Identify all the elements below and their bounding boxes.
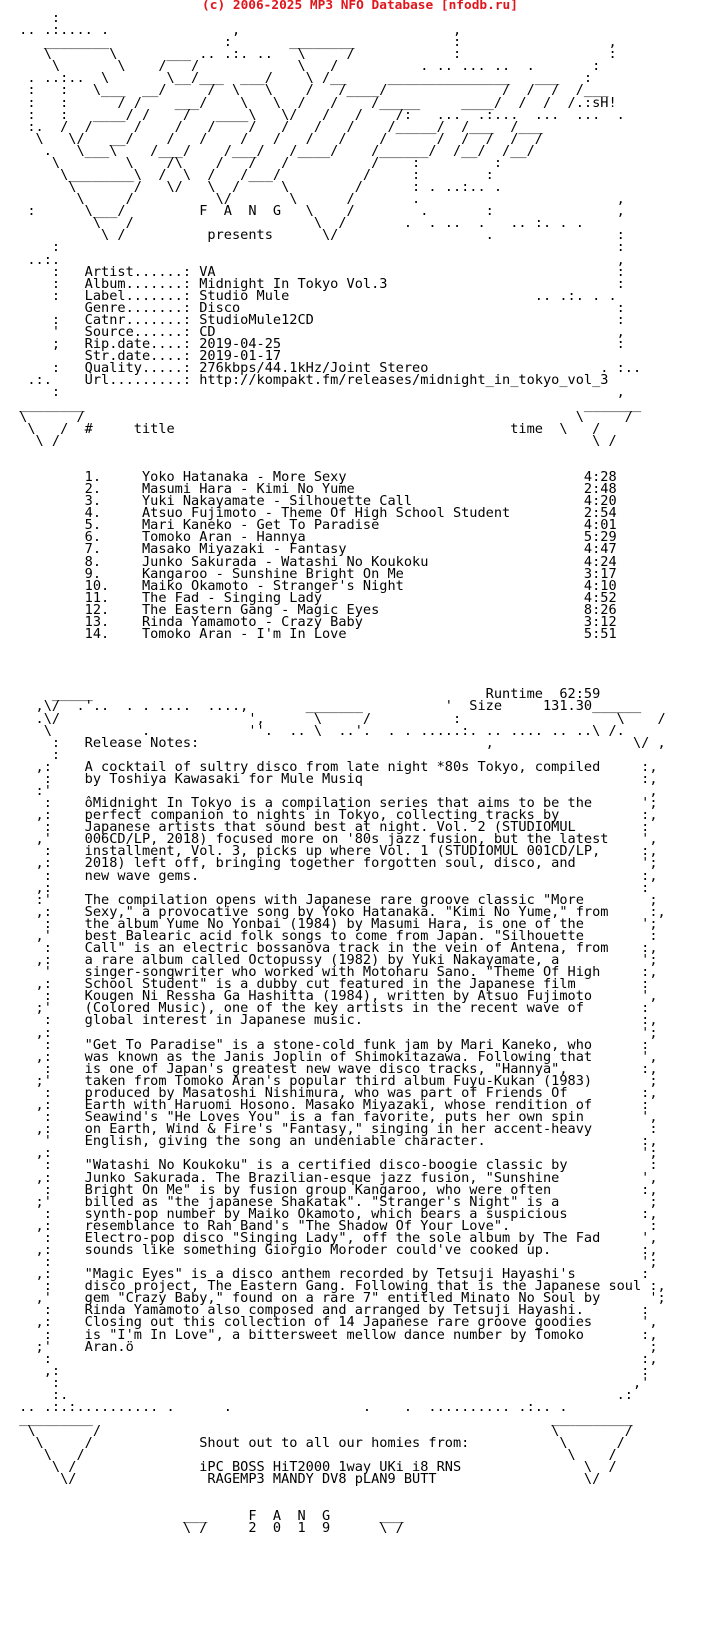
nfo-text: : .. .:.... . , , ________ : ________ : , \ \ ___ .. .:. .. \ / : : \ \ / / \ / . .. ... .. . : . ..:.. \ \__/___ ___/ \ /__ _______________ ___ : : : \___ __/ / \ \ / /____/ / / / /___ : : / / ___/ \ \ / / /_____ ____/ / / /.:sH! : : ____/ / / ____\ \/ / / /: ... .:... ... ... . :. / / / / / / / / / /_____/ /___ /___ \ \/ __/ / / / / / / / / / / / / . \___\ /___/ /___/ /____/ /______/ /__/ /__/ \ \ /\ / / / / : : \________\ / \ / /___/ / : : \ / \/ \ / \ / : . ..:.. . \ / \/ \ / . , : \___/ F A N G \ / . : , \ / \ / . . .. . .. :. . . \ / presents \/ . : : : ..:. , : Artist......: VA : : Album.......: Midnight In Tokyo Vol.3 : : Label.......: Studio Mule .. .:. . . Genre.......: Disco : : Catnr.......: StudioMule12CD : ' Source......: CD , ; Rip.date....: 2019-04-25 : Str.date....: 2019-01-17 : Quality.....: 276kbps/44.1kHz/Joint Stereo . :.. .:. Url.........: http://kompakt.fm/releases/midnight_in_tokyo_vol_3 : , ________ _______ \ / \ / \ / # title time \ / \ / \ / 1. Yoko Hatanaka - More Sexy 4:28 2. Masumi Hara - Kimi No Yume 2:48 3. Yuki Nakayamate - Silhouette Call 4:20 4. Atsuo Fujimoto - Theme Of High School Student 2:54 5. Mari Kaneko - Get To Paradise 4:01 6. Tomoko Aran - Hannya 5:29 7. Masako Miyazaki - Fantasy 4:47 8. Junko Sakurada - Watashi No Koukoku 4:24 9. Kangaroo - Sunshine Bright On Me 3:17 10. Maiko Okamoto - Stranger's Night 4:10 11. The Fad - Singing Lady 4:52 12. The Eastern Gang - Magic Eyes 8:26 13. Rinda Yamamoto - Crazy Baby 3:12 14. Tomoko Aran - I'm In Love 5:51 _____ Runtime 62:59 ,\/ .'.. . . .... ...., _______ ' Size 131.30______ .\/ ', \ / : \ / \ . ''. .. \ ..'. . . .....:. .. .... .. ..\ /. : Release Notes: , \/ , : ,: A cocktail of sultry disco from late night *80s Tokyo, compiled :, : by Toshiya Kawasaki for Mule Musiq :, :' , : ôMidnight In Tokyo is a compilation series that aims to be the '; ,: perfect companion to nights in Tokyo, collecting tracks by :, : Japanese artists that sound best at night. Vol. 2 (STUDIOMUL : ,' 006CD/LP, 2018) focused more on '80s jazz fusion, but the latest ', : installment, Vol. 3, picks up where Vol. 1 (STUDIOMUL 001CD/LP, :, ,: 2018) left off, bringing together forgotten soul, disco, and '; : new wave gems. :, ,: : :' The compilation opens with Japanese rare groove classic "More ; ,: Sexy," a provocative song by Yoko Hatanaka. "Kimi No Yume," from :, : the album Yume No Yonbai (1984) by Masumi Hara, is one of the '; ,' best Balearic acid folk songs to come from Japan. "Silhouette : : Call" is an electric bossanova track in the vein of Antena, from :, ,: a rare album called Octopussy (1982) by Yuki Nakayamate, a '; ' singer-songwriter who worked with Motoharu Sano. "Theme Of High :, ,: School Student" is a dubby cut featured in the Japanese film : : Kougen Ni Ressha Ga Hashitta (1984), written by Atsuo Fujimoto ', ;' (Colored Music), one of the key artists in the recent wave of : : global interest in Japanese music. :, ,: '; : "Get To Paradise" is a stone-cold funk jam by Mari Kaneko, who : ,: was known as the Janis Joplin of Shimokitazawa. Following that ', : is one of Japan's greatest new wave disco tracks, "Hannya", :, ;' taken from Tomoko Aran's popular third album Fuyu-Kukan (1983) ; : produced by Masatoshi Nishimura, who was part of Friends Of :, ,: Earth with Haruomi Hosono. Masako Miyazaki, whose rendition of : : Seawind's "He Loves You" is a fan favorite, puts her own spin ', ,: on Earth, Wind & Fire's "Fantasy," singing in her accent-heavy : ' English, giving the song an undeniable character. :, ,: '; : "Watashi No Koukoku" is a certified disco-boogie classic by : ,: Junko Sakurada. The Brazilian-esque jazz fusion, "Sunshine ', : Bright On Me" is by fusion group Kangaroo, who were often :, ;' billed as "the japanese Shakatak". "Stranger's Night" is a ; : synth-pop number by Maiko Okamoto, which bears a suspicious :, ,: resemblance to Rah Band's "The Shadow Of Your Love". : : Electro-pop disco "Singing Lady", off the sole album by The Fad ', ,: sounds like something Giorgio Moroder could've cooked up. :, : '; ,: "Magic Eyes" is a disco anthem recorded by Tetsuji Hayashi's : : disco project, The Eastern Gang. Following that is the Japanese soul :, ,' gem "Crazy Baby," found on a rare 7" entitled Minato No Soul by '; : Rinda Yamamoto also composed and arranged by Tetsuji Hayashi. : ,: Closing out this collection of 14 Japanese rare groove goodies ', : is "I'm In Love", a bittersweet mellow dance number by Tomoko :, ;' Aran.ö ; : :, ,: : : ,' :. .: .. .:.:.......... . . . . .......... .:.. . _________ __________ \ / \ / \ / Shout out to all our homies from: \ / \ / \ / \ / iPC BOSS HiT2000 1way UKi i8 RNS \ / \/ RAGEMP3 MANDY DV8 pLAN9 BUTT \/ ___ F A N G ___ \ / 2 0 1 9 \ / — [19, 10, 666, 1536]
site-header: (c) 2006-2025 MP3 NFO Database [nfodb.ru] — [202, 0, 518, 13]
